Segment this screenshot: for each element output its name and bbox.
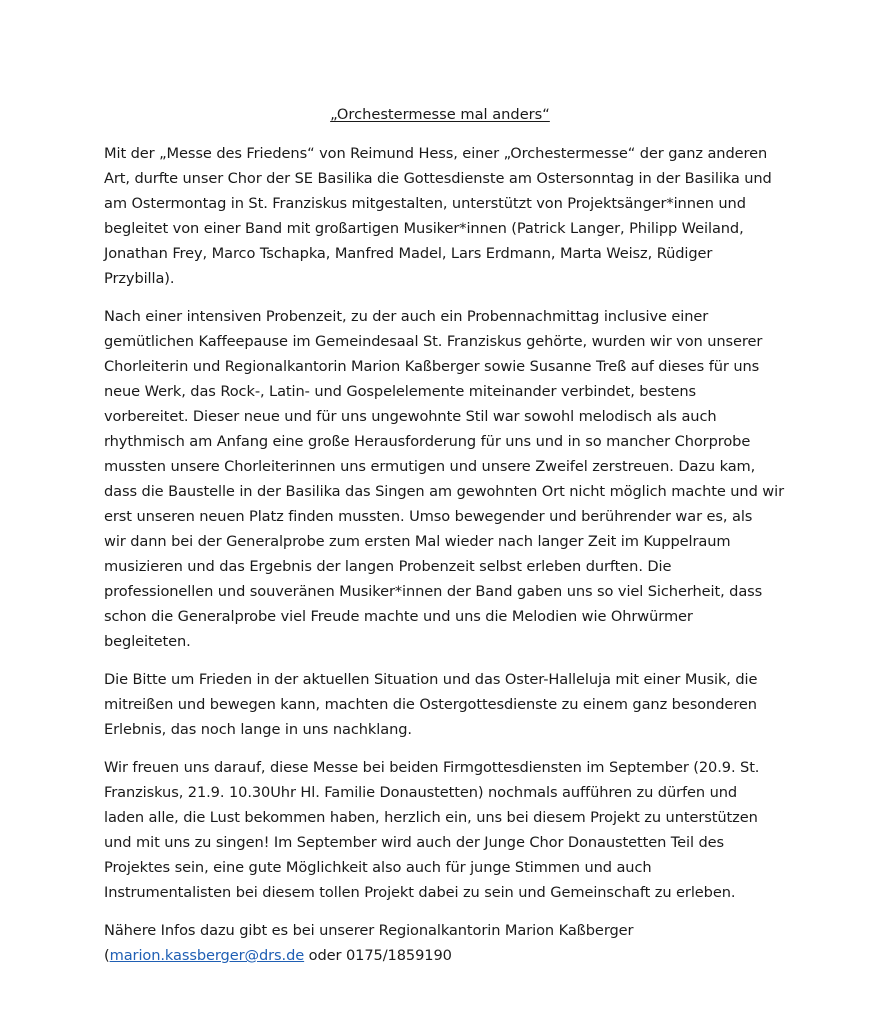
text-line: begleitet von einer Band mit großartigen Musiker*innen (Patrick Langer, Philipp Weiland, <box>104 220 744 237</box>
text-line: Franziskus, 21.9. 10.30Uhr Hl. Familie Donaustetten) nochmals aufführen zu dürfen und <box>104 784 738 801</box>
document-body <box>104 141 804 981</box>
text-line: erst unseren neuen Platz finden mussten. Umso bewegender und berührender war es, als <box>104 508 753 525</box>
contact-paragraph <box>104 918 804 968</box>
paragraph-2 <box>104 304 804 654</box>
text-line: wir dann bei der Generalprobe zum ersten Mal wieder nach langer Zeit im Kuppelraum <box>104 533 731 550</box>
text-line: neue Werk, das Rock-, Latin- und Gospelelemente miteinander verbindet, bestens <box>104 383 696 400</box>
text-line: Erlebnis, das noch lange in uns nachklang. <box>104 721 412 738</box>
text-line: Die Bitte um Frieden in der aktuellen Situation und das Oster-Halleluja mit einer Musik, die <box>104 671 758 688</box>
text-line: musizieren und das Ergebnis der langen Probenzeit selbst erleben durften. Die <box>104 558 672 575</box>
text-line: am Ostermontag in St. Franziskus mitgestalten, unterstützt von Projektsänger*innen und <box>104 195 746 212</box>
text-line: mussten unsere Chorleiterinnen uns ermutigen und unsere Zweifel zerstreuen. Dazu kam, <box>104 458 756 475</box>
contact-line: Nähere Infos dazu gibt es bei unserer Regionalkantorin Marion Kaßberger <box>104 922 634 939</box>
phone-text: oder 0175/1859190 <box>304 947 452 964</box>
text-line: Art, durfte unser Chor der SE Basilika die Gottesdienste am Ostersonntag in der Basilika und <box>104 170 772 187</box>
text-line: Przybilla). <box>104 270 175 287</box>
text-line: Nach einer intensiven Probenzeit, zu der auch ein Probennachmittag inclusive einer <box>104 308 709 325</box>
text-line: Chorleiterin und Regionalkantorin Marion Kaßberger sowie Susanne Treß auf dieses für uns <box>104 358 760 375</box>
text-line: Instrumentalisten bei diesem tollen Projekt dabei zu sein und Gemeinschaft zu erleben. <box>104 884 736 901</box>
open-paren: ( <box>104 947 110 964</box>
email-link[interactable]: marion.kassberger@drs.de <box>109 947 305 964</box>
paragraph-4 <box>104 755 804 905</box>
text-line: und mit uns zu singen! Im September wird auch der Junge Chor Donaustetten Teil des <box>104 834 725 851</box>
text-line: rhythmisch am Anfang eine große Herausforderung für uns und in so mancher Chorprobe <box>104 433 751 450</box>
text-line: Mit der „Messe des Friedens“ von Reimund Hess, einer „Orchestermesse“ der ganz anderen <box>104 145 768 162</box>
text-line: professionellen und souveränen Musiker*innen der Band gaben uns so viel Sicherheit, dass <box>104 583 763 600</box>
text-line: schon die Generalprobe viel Freude machte und uns die Melodien wie Ohrwürmer <box>104 608 693 625</box>
text-line: Wir freuen uns darauf, diese Messe bei beiden Firmgottesdiensten im September (20.9. St. <box>104 759 760 776</box>
text-line: laden alle, die Lust bekommen haben, herzlich ein, uns bei diesem Projekt zu unterstützen <box>104 809 758 826</box>
text-line: begleiteten. <box>104 633 191 650</box>
paragraph-1 <box>104 141 804 291</box>
text-line: mitreißen und bewegen kann, machten die Ostergottesdienste zu einem ganz besonderen <box>104 696 757 713</box>
text-line: Jonathan Frey, Marco Tschapka, Manfred Madel, Lars Erdmann, Marta Weisz, Rüdiger <box>104 245 713 262</box>
text-line: vorbereitet. Dieser neue und für uns ungewohnte Stil war sowohl melodisch als auch <box>104 408 717 425</box>
text-line: Projektes sein, eine gute Möglichkeit also auch für junge Stimmen und auch <box>104 859 652 876</box>
contact-email-line <box>104 943 804 968</box>
text-line: gemütlichen Kaffeepause im Gemeindesaal St. Franziskus gehörte, wurden wir von unserer <box>104 333 763 350</box>
text-line: dass die Baustelle in der Basilika das Singen am gewohnten Ort nicht möglich machte und wir <box>104 483 784 500</box>
document-title: „Orchestermesse mal anders“ <box>330 106 550 123</box>
paragraph-3 <box>104 667 804 742</box>
